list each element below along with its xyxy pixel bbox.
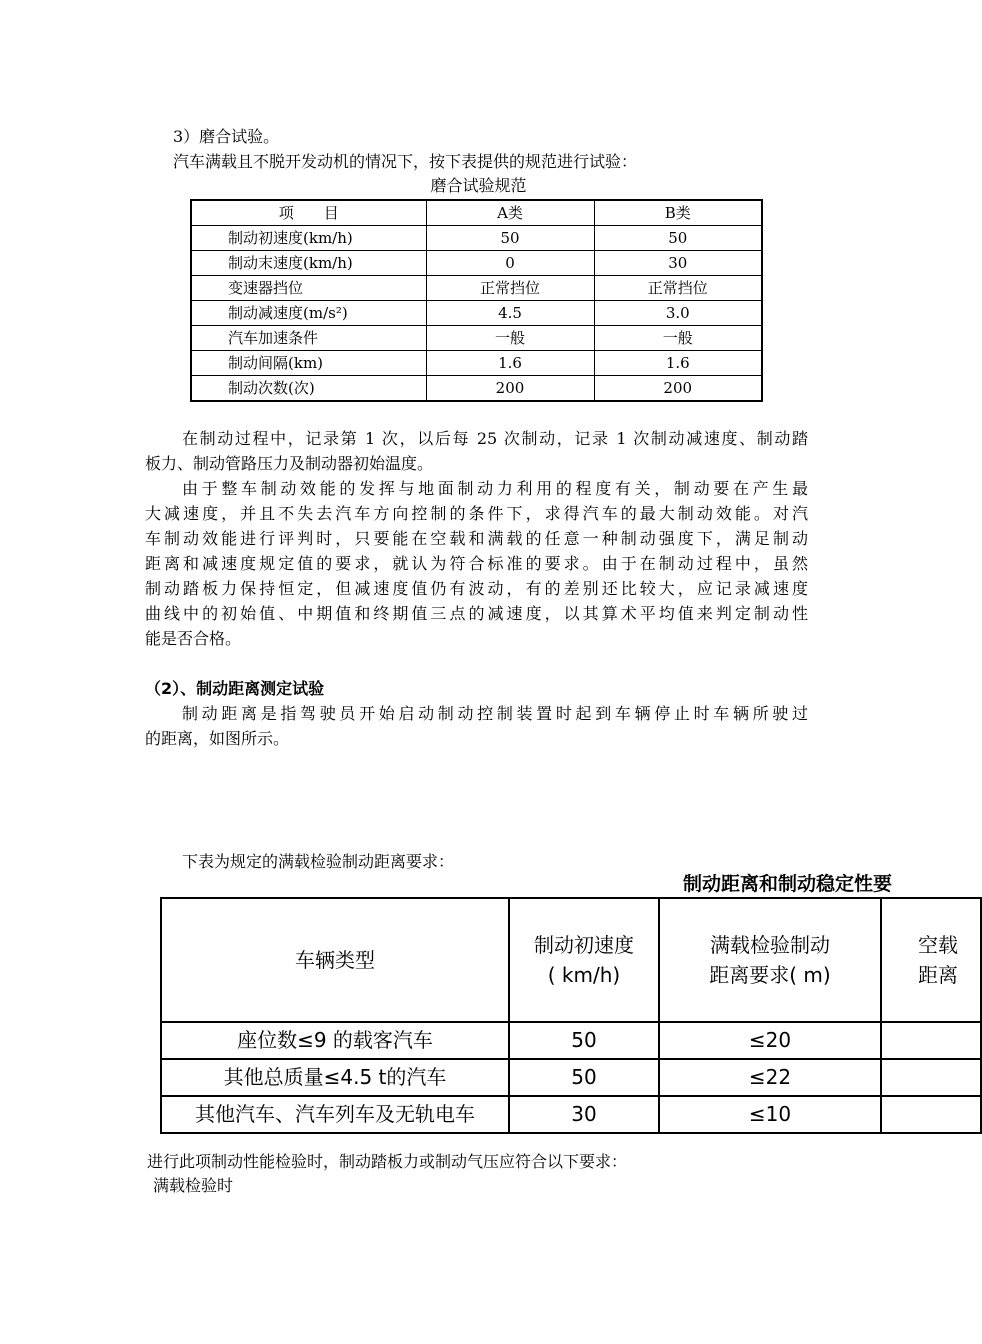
cell-b: 1.6 bbox=[594, 351, 762, 376]
empty-cell bbox=[881, 1059, 981, 1096]
header-loaded-distance bbox=[659, 898, 881, 1022]
section-heading: （2）、制动距离测定试验 bbox=[145, 679, 325, 698]
paragraph-line: 制动踏板力保持恒定，但减速度值仍有波动，有的差别还比较大，应记录减速度 bbox=[145, 579, 808, 598]
vehicle-type: 其他总质量≤4.5 t的汽车 bbox=[161, 1059, 509, 1096]
break-in-test-table bbox=[190, 199, 763, 402]
paragraph-line: 板力、制动管路压力及制动器初始温度。 bbox=[145, 454, 434, 473]
paragraph-line: 车制动效能进行评判时，只要能在空载和满载的任意一种制动强度下，满足制动 bbox=[145, 529, 808, 548]
section-heading: 3）磨合试验。 bbox=[173, 127, 280, 146]
cell-a: 正常挡位 bbox=[426, 276, 594, 301]
header-line: 距离要求( m) bbox=[709, 963, 831, 987]
header-class-a: A类 bbox=[426, 200, 594, 226]
row-label: 变速器挡位 bbox=[191, 276, 426, 301]
paragraph-line: 的距离，如图所示。 bbox=[145, 729, 290, 748]
row-label: 制动初速度(km/h) bbox=[191, 226, 426, 251]
header-line: 空载 bbox=[918, 933, 958, 957]
paragraph-line: 由于整车制动效能的发挥与地面制动力利用的程度有关，制动要在产生最 bbox=[182, 479, 808, 498]
table-header-row bbox=[161, 898, 981, 1022]
header-vehicle-type: 车辆类型 bbox=[161, 898, 509, 1022]
table-row bbox=[191, 376, 762, 402]
table-row bbox=[191, 351, 762, 376]
paragraph-line: 曲线中的初始值、中期值和终期值三点的减速度，以其算术平均值来判定制动性 bbox=[145, 604, 808, 623]
braking-distance-table bbox=[160, 897, 982, 1134]
paragraph-line: 大减速度，并且不失去汽车方向控制的条件下，求得汽车的最大制动效能。对汽 bbox=[145, 504, 808, 523]
table-caption: 磨合试验规范 bbox=[430, 176, 527, 195]
paragraph-line: 能是否合格。 bbox=[145, 629, 242, 648]
cell-a: 0 bbox=[426, 251, 594, 276]
table-row bbox=[191, 301, 762, 326]
paragraph-line: 在制动过程中，记录第 1 次，以后每 25 次制动，记录 1 次制动减速度、制动踏 bbox=[182, 429, 808, 448]
table-row bbox=[191, 251, 762, 276]
header-line: 满载检验制动 bbox=[710, 933, 830, 957]
initial-speed: 50 bbox=[509, 1022, 659, 1059]
cell-b: 正常挡位 bbox=[594, 276, 762, 301]
table-row bbox=[161, 1022, 981, 1059]
table-header-row bbox=[191, 200, 762, 226]
header-line: ( km/h) bbox=[547, 963, 621, 987]
table-intro: 下表为规定的满载检验制动距离要求： bbox=[182, 852, 455, 871]
header-empty-distance bbox=[881, 898, 981, 1022]
row-label: 制动末速度(km/h) bbox=[191, 251, 426, 276]
distance-limit: ≤20 bbox=[659, 1022, 881, 1059]
header-item: 项 目 bbox=[191, 200, 426, 226]
cell-a: 200 bbox=[426, 376, 594, 402]
initial-speed: 50 bbox=[509, 1059, 659, 1096]
vehicle-type: 座位数≤9 的载客汽车 bbox=[161, 1022, 509, 1059]
cell-b: 30 bbox=[594, 251, 762, 276]
header-class-b: B类 bbox=[594, 200, 762, 226]
table-title: 制动距离和制动稳定性要 bbox=[683, 873, 893, 895]
cell-b: 200 bbox=[594, 376, 762, 402]
footer-line: 满载检验时 bbox=[153, 1176, 234, 1195]
row-label: 制动次数(次) bbox=[191, 376, 426, 402]
distance-limit: ≤10 bbox=[659, 1096, 881, 1133]
cell-a: 50 bbox=[426, 226, 594, 251]
footer-line: 进行此项制动性能检验时，制动踏板力或制动气压应符合以下要求： bbox=[147, 1152, 628, 1171]
vehicle-type: 其他汽车、汽车列车及无轨电车 bbox=[161, 1096, 509, 1133]
table-row bbox=[161, 1096, 981, 1133]
initial-speed: 30 bbox=[509, 1096, 659, 1133]
cell-b: 50 bbox=[594, 226, 762, 251]
header-initial-speed bbox=[509, 898, 659, 1022]
row-label: 汽车加速条件 bbox=[191, 326, 426, 351]
cell-a: 一般 bbox=[426, 326, 594, 351]
cell-a: 4.5 bbox=[426, 301, 594, 326]
table-row bbox=[191, 276, 762, 301]
cell-b: 一般 bbox=[594, 326, 762, 351]
distance-limit: ≤22 bbox=[659, 1059, 881, 1096]
cell-b: 3.0 bbox=[594, 301, 762, 326]
paragraph-line: 距离和减速度规定值的要求，就认为符合标准的要求。由于在制动过程中，虽然 bbox=[145, 554, 808, 573]
row-label: 制动减速度(m/s²) bbox=[191, 301, 426, 326]
header-line: 制动初速度 bbox=[534, 933, 634, 957]
header-line: 距离 bbox=[918, 963, 958, 987]
cell-a: 1.6 bbox=[426, 351, 594, 376]
empty-cell bbox=[881, 1096, 981, 1133]
table-row bbox=[191, 226, 762, 251]
table-row bbox=[161, 1059, 981, 1096]
table-row bbox=[191, 326, 762, 351]
row-label: 制动间隔(km) bbox=[191, 351, 426, 376]
paragraph-line: 制动距离是指驾驶员开始启动制动控制装置时起到车辆停止时车辆所驶过 bbox=[182, 704, 808, 723]
section-intro: 汽车满载且不脱开发动机的情况下，按下表提供的规范进行试验： bbox=[173, 152, 638, 171]
empty-cell bbox=[881, 1022, 981, 1059]
